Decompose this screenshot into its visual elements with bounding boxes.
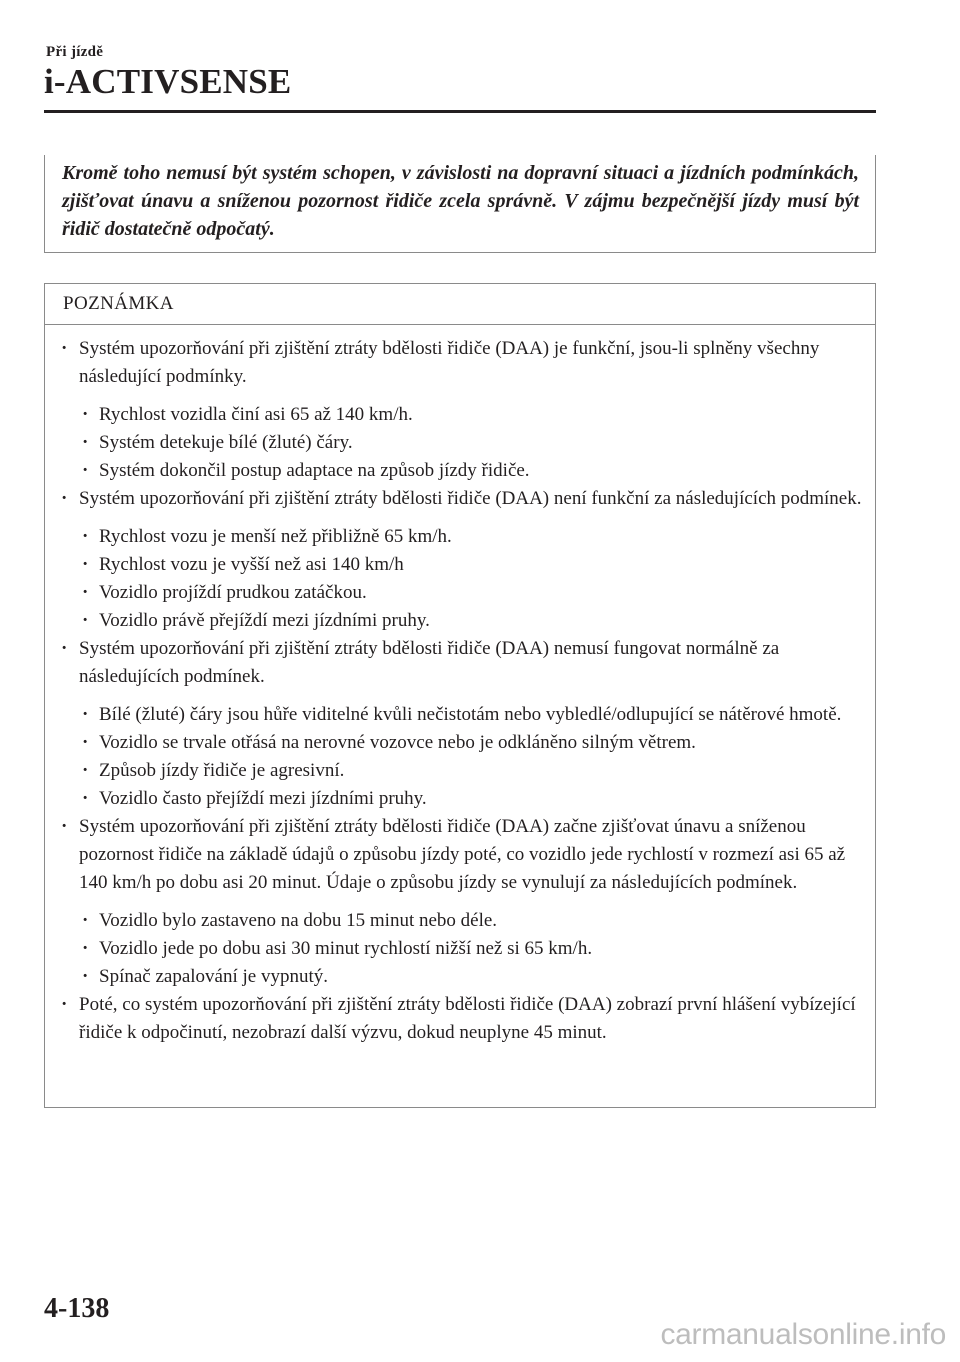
note-sub-item <box>45 757 875 785</box>
note-item-text: Systém upozorňování při zjištění ztráty bdělosti řidiče (DAA) nemusí fungovat normálně za následujících podmínek. <box>79 638 780 687</box>
note-item <box>45 813 875 897</box>
section-label: Při jízdě <box>46 44 104 60</box>
note-sub-item-text: Vozidlo často přejíždí mezi jízdními pruhy. <box>99 788 427 809</box>
note-sub-item-text: Bílé (žluté) čáry jsou hůře viditelné kvůli nečistotám nebo vybledlé/odlupující se nátěrové hmotě. <box>99 704 842 725</box>
warning-text: Kromě toho nemusí být systém schopen, v závislosti na dopravní situaci a jízdních podmínkách, zjišťovat únavu a sníženou pozornost řidiče zcela správně. V zájmu bezpečnější jízdy musí být řidič dostatečně odpočatý. <box>62 162 859 240</box>
bullet-icon: · <box>61 816 68 837</box>
note-sub-list <box>45 701 875 813</box>
watermark: carmanualsonline.info <box>660 1318 946 1351</box>
note-sub-item <box>45 785 875 813</box>
note-sub-item-text: Spínač zapalování je vypnutý. <box>99 966 328 987</box>
note-sub-item-text: Systém detekuje bílé (žluté) čáry. <box>99 432 353 453</box>
note-sub-item-text: Rychlost vozu je vyšší než asi 140 km/h <box>99 554 404 575</box>
note-sub-list <box>45 401 875 485</box>
title-divider <box>44 110 876 113</box>
note-sub-item-text: Vozidlo jede po dobu asi 30 minut rychlostí nižší než si 65 km/h. <box>99 938 593 959</box>
note-sub-item <box>45 457 875 485</box>
note-sub-item <box>45 429 875 457</box>
bullet-icon: · <box>82 432 89 453</box>
bullet-icon: · <box>82 582 89 603</box>
bullet-icon: · <box>82 760 89 781</box>
note-item <box>45 335 875 391</box>
bullet-icon: · <box>82 704 89 725</box>
note-item-text: Systém upozorňování při zjištění ztráty bdělosti řidiče (DAA) začne zjišťovat únavu a sníženou pozornost řidiče na základě údajů o způsobu jízdy poté, co vozidlo jede rychlostí v rozmezí asi 65 až 140 km/h po dobu asi 20 minut. Údaje o způsobu jízdy se vynulují za následujících podmínek. <box>79 816 846 893</box>
note-sub-item-text: Vozidlo bylo zastaveno na dobu 15 minut nebo déle. <box>99 910 498 931</box>
bullet-icon: · <box>61 994 68 1015</box>
bullet-icon: · <box>61 488 68 509</box>
note-sub-item <box>45 607 875 635</box>
bullet-icon: · <box>82 404 89 425</box>
bullet-icon: · <box>82 554 89 575</box>
bullet-icon: · <box>82 966 89 987</box>
note-sub-item <box>45 401 875 429</box>
note-title: POZNÁMKA <box>45 284 875 325</box>
note-sub-item-text: Vozidlo právě přejíždí mezi jízdními pruhy. <box>99 610 430 631</box>
note-sub-item-text: Způsob jízdy řidiče je agresivní. <box>99 760 345 781</box>
note-sub-item-text: Systém dokončil postup adaptace na způsob jízdy řidiče. <box>99 460 530 481</box>
note-item <box>45 991 875 1047</box>
bullet-icon: · <box>82 732 89 753</box>
bullet-icon: · <box>82 788 89 809</box>
note-sub-list <box>45 907 875 991</box>
note-item-text: Poté, co systém upozorňování při zjištění ztráty bdělosti řidiče (DAA) zobrazí první hlášení vybízející řidiče k odpočinutí, nezobrazí další výzvu, dokud neuplyne 45 minut. <box>79 994 856 1043</box>
warning-box <box>44 155 876 253</box>
note-sub-item <box>45 579 875 607</box>
bullet-icon: · <box>82 610 89 631</box>
note-box <box>44 283 876 1108</box>
note-sub-item <box>45 907 875 935</box>
page-number: 4-138 <box>44 1293 110 1324</box>
page-title: i-ACTIVSENSE <box>44 62 292 101</box>
note-item-text: Systém upozorňování při zjištění ztráty bdělosti řidiče (DAA) je funkční, jsou-li splněny všechny následující podmínky. <box>79 338 820 387</box>
note-sub-item <box>45 935 875 963</box>
note-sub-list <box>45 523 875 635</box>
note-sub-item <box>45 551 875 579</box>
note-sub-item <box>45 701 875 729</box>
bullet-icon: · <box>82 910 89 931</box>
bullet-icon: · <box>82 526 89 547</box>
note-sub-item <box>45 523 875 551</box>
note-sub-item <box>45 729 875 757</box>
note-sub-item-text: Rychlost vozu je menší než přibližně 65 km/h. <box>99 526 452 547</box>
note-item <box>45 485 875 513</box>
note-item-text: Systém upozorňování při zjištění ztráty bdělosti řidiče (DAA) není funkční za následujících podmínek. <box>79 488 862 509</box>
bullet-icon: · <box>82 938 89 959</box>
bullet-icon: · <box>82 460 89 481</box>
note-sub-item <box>45 963 875 991</box>
bullet-icon: · <box>61 338 68 359</box>
note-sub-item-text: Vozidlo se trvale otřásá na nerovné vozovce nebo je odkláněno silným větrem. <box>99 732 696 753</box>
bullet-icon: · <box>61 638 68 659</box>
note-body <box>45 325 875 1047</box>
note-item <box>45 635 875 691</box>
note-sub-item-text: Vozidlo projíždí prudkou zatáčkou. <box>99 582 367 603</box>
note-sub-item-text: Rychlost vozidla činí asi 65 až 140 km/h. <box>99 404 413 425</box>
